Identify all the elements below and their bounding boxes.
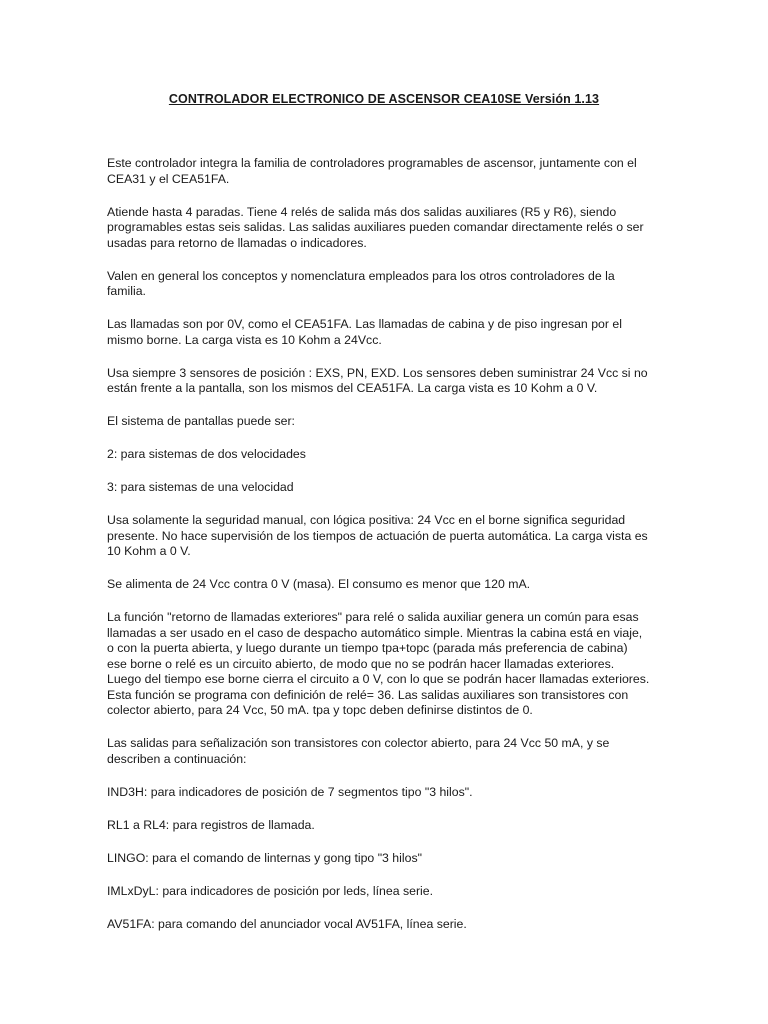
paragraph: IND3H: para indicadores de posición de 7 segmentos tipo "3 hilos". bbox=[107, 784, 473, 799]
paragraph: La función "retorno de llamadas exteriores" para relé o salida auxiliar genera un común para esas llamadas a ser usado en el caso de despacho automático simple. Mientras la cabina está en viaje, o con la puerta abierta, y luego durante un tiempo tpa+topc (parada más preferencia de cabina) ese borne o relé es un circuito abierto, de modo que no se podrán hacer llamadas exteriores. Luego del tiempo ese borne cierra el circuito a 0 V, con lo que se podrán hacer llamadas exteriores. Esta función se programa con definición de relé= 36. Las salidas auxiliares son transistores con colector abierto, para 24 Vcc, 50 mA. tpa y topc deben definirse distintos de 0. bbox=[107, 610, 650, 717]
paragraph: Atiende hasta 4 paradas. Tiene 4 relés de salida más dos salidas auxiliares (R5 y R6), siendo programables estas seis salidas. Las salidas auxiliares pueden comandar directamente relés o ser usadas para retorno de llamadas o indicadores. bbox=[107, 204, 644, 250]
paragraph: El sistema de pantallas puede ser: bbox=[107, 414, 295, 428]
document-body bbox=[107, 156, 667, 950]
paragraph: 2: para sistemas de dos velocidades bbox=[107, 447, 306, 461]
paragraph: Las llamadas son por 0V, como el CEA51FA. Las llamadas de cabina y de piso ingresan por el mismo borne. La carga vista es 10 Kohm a 24Vcc. bbox=[107, 317, 622, 347]
paragraph: Este controlador integra la familia de controladores programables de ascensor, juntamente con el CEA31 y el CEA51FA. bbox=[107, 156, 637, 186]
paragraph: Las salidas para señalización son transistores con colector abierto, para 24 Vcc 50 mA, y se describen a continuación: bbox=[107, 736, 610, 766]
paragraph: Usa solamente la seguridad manual, con lógica positiva: 24 Vcc en el borne significa seguridad presente. No hace supervisión de los tiempos de actuación de puerta automática. La carga vista es 10 Kohm a 0 V. bbox=[107, 513, 648, 558]
paragraph: 3: para sistemas de una velocidad bbox=[107, 480, 294, 494]
paragraph: AV51FA: para comando del anunciador vocal AV51FA, línea serie. bbox=[107, 916, 467, 931]
document-title: CONTROLADOR ELECTRONICO DE ASCENSOR CEA10SE Versión 1.13 bbox=[168, 92, 600, 106]
paragraph: IMLxDyL: para indicadores de posición por leds, línea serie. bbox=[107, 883, 434, 898]
paragraph: LINGO: para el comando de linternas y gong tipo "3 hilos" bbox=[107, 850, 422, 865]
paragraph: Usa siempre 3 sensores de posición : EXS, PN, EXD. Los sensores deben suministrar 24 Vcc si no están frente a la pantalla, son los mismos del CEA51FA. La carga vista es 10 Kohm a 0 V. bbox=[107, 365, 648, 395]
paragraph: RL1 a RL4: para registros de llamada. bbox=[107, 817, 315, 832]
paragraph: Valen en general los conceptos y nomenclatura empleados para los otros controladores de la familia. bbox=[107, 268, 615, 298]
paragraph: Se alimenta de 24 Vcc contra 0 V (masa). El consumo es menor que 120 mA. bbox=[107, 577, 531, 591]
